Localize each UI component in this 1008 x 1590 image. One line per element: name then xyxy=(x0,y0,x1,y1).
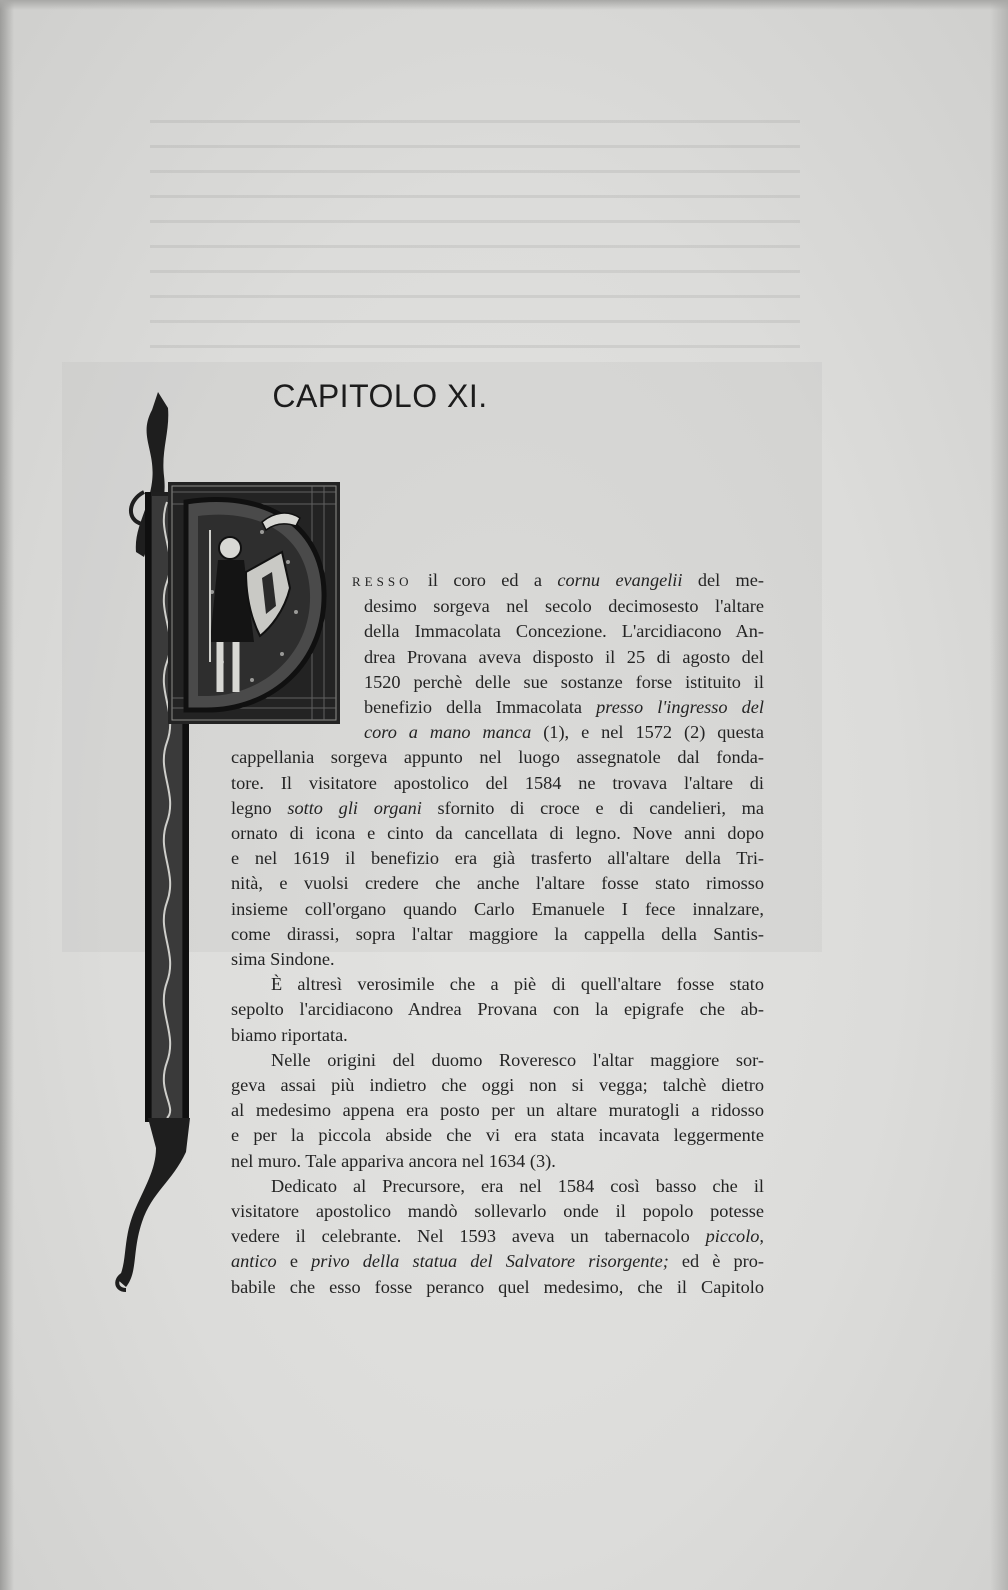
text-line: biamo riportata. xyxy=(231,1024,348,1045)
chapter-title: CAPITOLO XI. xyxy=(272,378,488,414)
text-line: sima Sindone. xyxy=(231,949,335,970)
text-line: benefizio della Immacolata presso l'ingresso del xyxy=(364,697,764,718)
text-line: come dirassi, sopra l'altar maggiore la cappella della Santis- xyxy=(231,923,764,944)
page-edge-top xyxy=(0,0,1008,10)
paragraph xyxy=(231,1048,764,1174)
text-line: ornato di icona e cinto da cancellata di legno. Nove anni dopo xyxy=(231,823,764,844)
text-line: vedere il celebrante. Nel 1593 aveva un tabernacolo piccolo, xyxy=(231,1226,764,1247)
text-line: visitatore apostolico mandò sollevarlo onde il popolo potesse xyxy=(231,1201,764,1222)
text-line: tore. Il visitatore apostolico del 1584 ne trovava l'altare di xyxy=(231,772,764,793)
text-line: e per la piccola abside che vi era stata incavata leggermente xyxy=(231,1125,764,1146)
page-edge-left xyxy=(0,0,14,1590)
text-line: desimo sorgeva nel secolo decimosesto l'altare xyxy=(364,596,764,617)
text-line: insieme coll'organo quando Carlo Emanuele I fece innalzare, xyxy=(231,898,764,919)
text-line: sepolto l'arcidiacono Andrea Provana con la epigrafe che ab- xyxy=(231,999,764,1020)
paragraph xyxy=(231,1174,764,1300)
bleed-through-text xyxy=(150,120,800,350)
text-line: legno sotto gli organi sfornito di croce e di candelieri, ma xyxy=(231,797,765,818)
text-line: 1520 perchè delle sue sostanze forse istituito il xyxy=(364,671,764,692)
text-line: geva assai più indietro che oggi non si vegga; talchè dietro xyxy=(231,1075,764,1096)
text-line: babile che esso fosse peranco quel medesimo, che il Capitolo xyxy=(231,1276,764,1297)
text-line: drea Provana aveva disposto il 25 di agosto del xyxy=(364,646,764,667)
text-line: È altresì verosimile che a piè di quell'altare fosse stato xyxy=(271,974,764,995)
text-line: Dedicato al Precursore, era nel 1584 così basso che il xyxy=(271,1175,764,1196)
text-line: coro a mano manca (1), e nel 1572 (2) questa xyxy=(364,722,764,743)
text-line: RESSO il coro ed a cornu evangelii del me- xyxy=(352,570,764,590)
text-line: Nelle origini del duomo Roveresco l'altar maggiore sor- xyxy=(271,1049,764,1070)
paragraph xyxy=(231,568,764,972)
text-line: nità, e vuolsi credere che anche l'altare fosse stato rimosso xyxy=(231,873,764,894)
body-text xyxy=(231,568,764,1300)
text-line: e nel 1619 il benefizio era già trasferto all'altare della Tri- xyxy=(231,848,764,869)
paragraph xyxy=(231,972,764,1048)
text-line: cappellania sorgeva appunto nel luogo assegnatole dal fonda- xyxy=(231,747,764,768)
text-line: antico e privo della statua del Salvatore risorgente; ed è pro- xyxy=(231,1251,764,1272)
text-line: della Immacolata Concezione. L'arcidiacono An- xyxy=(364,621,764,642)
text-line: nel muro. Tale appariva ancora nel 1634 (3). xyxy=(231,1150,556,1171)
text-line: al medesimo appena era posto per un altare muratogli a ridosso xyxy=(231,1100,764,1121)
page-edge-right xyxy=(990,0,1008,1590)
